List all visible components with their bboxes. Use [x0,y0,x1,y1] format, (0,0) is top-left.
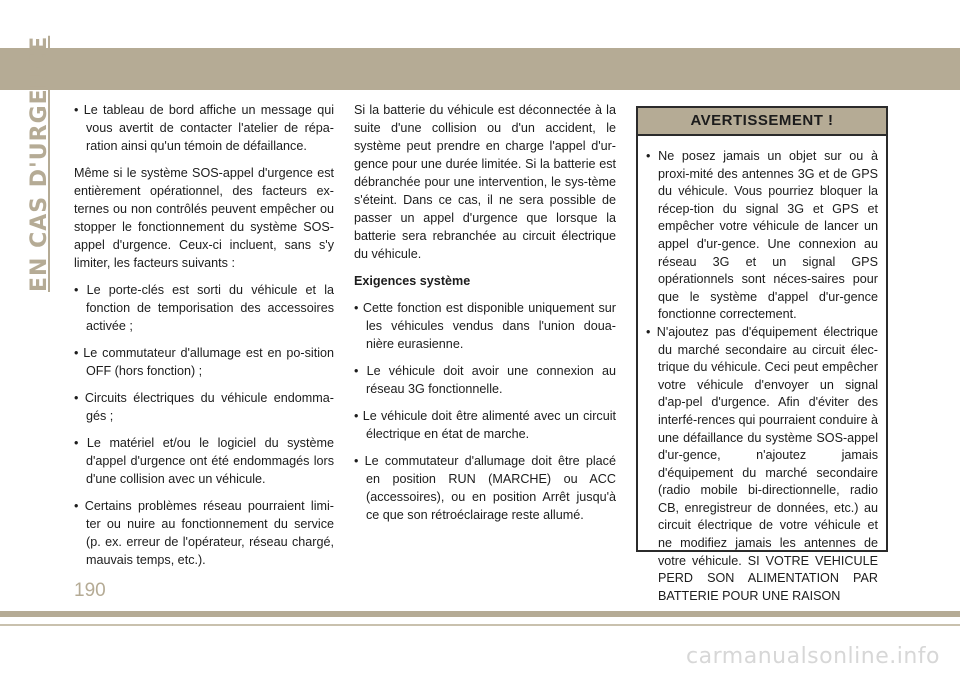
section-heading: Exigences système [354,274,471,288]
list-item: • N'ajoutez pas d'équipement électrique du marché secondaire au circuit élec-trique du véhicule. Ceci peut empêcher votre véhicule d'envoyer un signal d'ap-pel d'urgence. Afin d'éviter des interfé-rences qui pourraient conduire à une défaillance du système SOS-appel d'ur-gence, n'ajoutez jamais d'équipement du marché secondaire (radio mobile bi-directionnelle, radio CB, enregistreur de données, etc.) au circuit électrique de votre véhicule et ne modifiez jamais les antennes de votre véhicule. SI VOTRE VEHICULE PERD SON ALIMENTATION PAR BATTERIE POUR UNE RAISON [646,324,878,606]
list-item: • Certains problèmes réseau pourraient limi-ter ou nuire au fonctionnement du service (p. ex. erreur de l'opérateur, réseau chargé, mauvais temps, etc.). [74,497,334,569]
page-number: 190 [74,580,106,601]
list-item: • Cette fonction est disponible uniquement sur les véhicules vendus dans l'union doua-nière eurasienne. [354,299,616,353]
warning-title: AVERTISSEMENT ! [638,108,886,136]
list-item: • Le matériel et/ou le logiciel du système d'appel d'urgence ont été endommagés lors d'une collision avec un véhicule. [74,434,334,488]
list-item: • Le commutateur d'allumage est en po-sition OFF (hors fonction) ; [74,344,334,380]
list-item: • Le commutateur d'allumage doit être placé en position RUN (MARCHE) ou ACC (accessoires), ou en position Arrêt jusqu'à ce que son rétroéclairage reste allumé. [354,452,616,524]
footer-rule-thin [0,624,960,626]
list-item: • Circuits électriques du véhicule endomma-gés ; [74,389,334,425]
warning-box [636,106,888,603]
watermark: carmanualsonline.info [686,644,940,669]
list-item: • Le véhicule doit avoir une connexion au réseau 3G fonctionnelle. [354,362,616,398]
paragraph: Si la batterie du véhicule est déconnectée à la suite d'une collision ou d'un accident, le système peut prendre en charge l'appel d'ur-gence pour une durée limitée. Si la batterie est débranchée pour une intervention, le sys-tème s'éteint. Dans ce cas, il ne sera possible de passer un appel d'urgence que lorsque la batterie sera rebranchée au circuit électrique du véhicule. [354,103,616,261]
footer-rule [0,611,960,617]
list-item: • Le véhicule doit être alimenté avec un circuit électrique en état de marche. [354,407,616,443]
section-tab: EN CAS D'URGENCE [27,35,52,292]
paragraph: Même si le système SOS-appel d'urgence est entièrement opérationnel, des facteurs ex-ternes ou non contrôlés peuvent empêcher ou stopper le fonctionnement du système SOS-appel d'urgence. Ceux-ci incluent, sans s'y limiter, les facteurs suivants : [74,166,334,270]
header-band [0,48,960,90]
list-item: • Le porte-clés est sorti du véhicule et la fonction de temporisation des accessoires activée ; [74,281,334,335]
list-item: • Le tableau de bord affiche un message qui vous avertit de contacter l'atelier de répa-ration ainsi qu'un témoin de défaillance. [74,101,334,155]
middle-column [354,101,616,533]
warning-body [638,136,886,605]
list-item: • Ne posez jamais un objet sur ou à proxi-mité des antennes 3G et de GPS du véhicule. Vous pourriez bloquer la récep-tion du signal 3G et GPS et empêcher votre véhicule de lancer un appel d'ur-gence. Une connexion au réseau 3G et un signal GPS opérationnels sont néces-saires pour que le système d'appel d'ur-gence fonctionne correctement. [646,148,878,324]
left-column [74,101,334,578]
